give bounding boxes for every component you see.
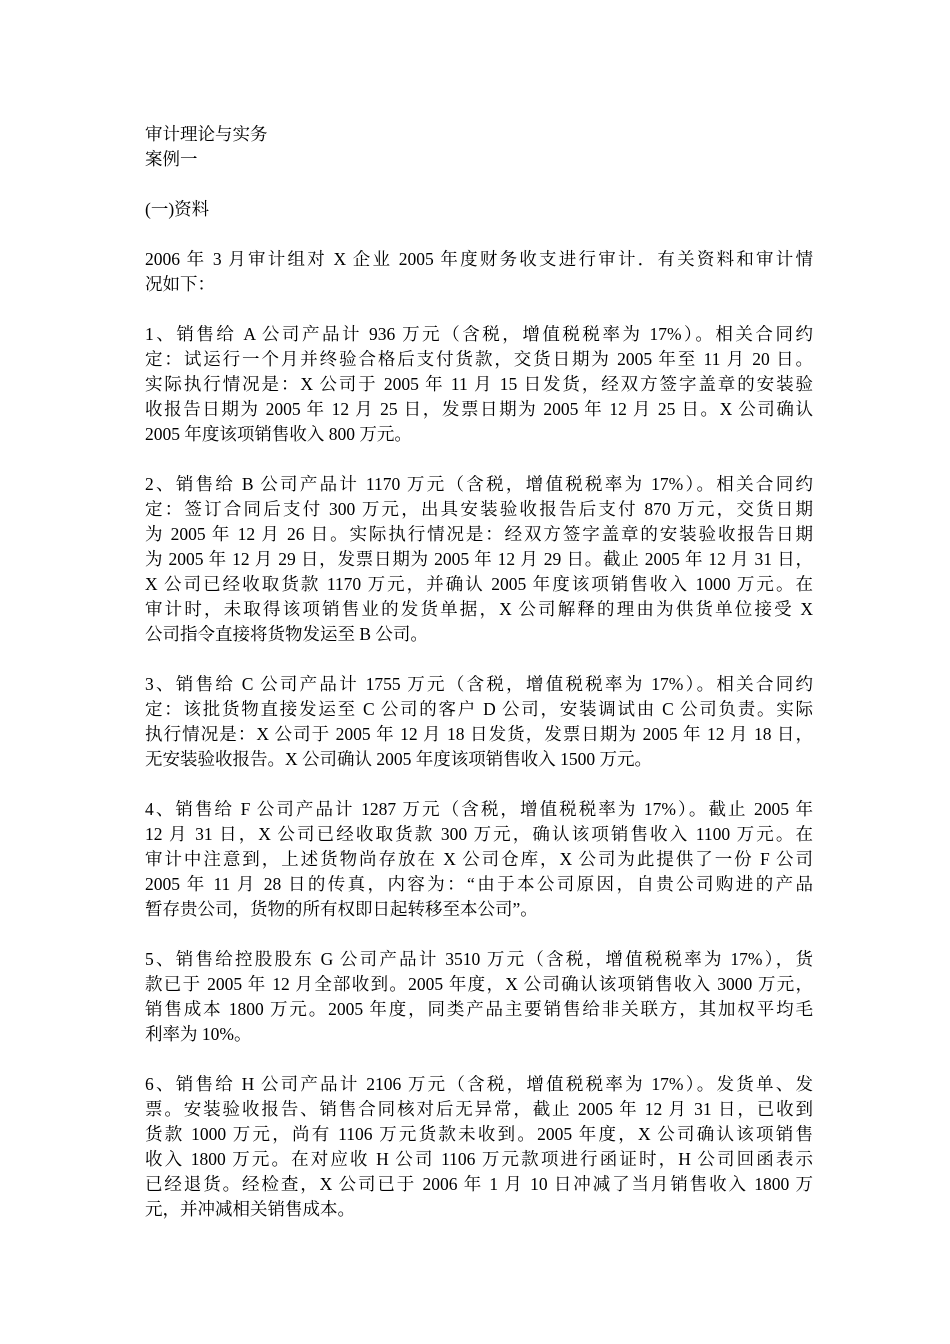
paragraph-line: 货款 1000 万元，尚有 1106 万元货款未收到。2005 年度，X 公司确认该项销售 [145, 1124, 813, 1144]
item-6-paragraph [145, 1072, 813, 1222]
paragraph-line: 4、销售给 F 公司产品计 1287 万元（含税，增值税税率为 17%）。截止 2005 年 [145, 799, 813, 819]
paragraph-line: 执行情况是：X 公司于 2005 年 12 月 18 日发货，发票日期为 2005 年 12 月 18 日， [145, 724, 813, 744]
paragraph-line: 定：试运行一个月并终验合格后支付货款，交货日期为 2005 年至 11 月 20 日。 [145, 349, 813, 369]
paragraph-line: 无安装验收报告。X 公司确认 2005 年度该项销售收入 1500 万元。 [145, 749, 653, 769]
paragraph-line: 销售成本 1800 万元。2005 年度，同类产品主要销售给非关联方，其加权平均毛 [145, 999, 813, 1019]
paragraph-line: 12 月 31 日，X 公司已经收取货款 300 万元，确认该项销售收入 1100 万元。在 [145, 824, 813, 844]
paragraph-line: X 公司已经收取货款 1170 万元，并确认 2005 年度该项销售收入 1000 万元。在 [145, 574, 813, 594]
paragraph-line: 利率为 10%。 [145, 1024, 252, 1044]
intro-paragraph [145, 247, 813, 297]
item-2-paragraph [145, 472, 813, 647]
spacer [145, 772, 813, 797]
paragraph-line: 定：该批货物直接发运至 C 公司的客户 D 公司，安装调试由 C 公司负责。实际 [145, 699, 813, 719]
paragraph-line: 况如下： [145, 274, 215, 294]
paragraph-line: 5、销售给控股股东 G 公司产品计 3510 万元（含税，增值税税率为 17%），货 [145, 949, 813, 969]
paragraph-line: 公司指令直接将货物发运至 B 公司。 [145, 624, 428, 644]
document-title: 审计理论与实务 [145, 124, 268, 144]
paragraph-line: 1、销售给 A 公司产品计 936 万元（含税，增值税税率为 17%）。相关合同约 [145, 324, 813, 344]
document-body [145, 122, 813, 1222]
paragraph-line: 款已于 2005 年 12 月全部收到。2005 年度，X 公司确认该项销售收入 3000 万元， [145, 974, 813, 994]
item-1-paragraph [145, 322, 813, 447]
spacer [145, 447, 813, 472]
paragraph-line: 为 2005 年 12 月 29 日，发票日期为 2005 年 12 月 29 日。截止 2005 年 12 月 31 日， [145, 549, 813, 569]
paragraph-line: 2、销售给 B 公司产品计 1170 万元（含税，增值税税率为 17%）。相关合同约 [145, 474, 813, 494]
paragraph-line: 3、销售给 C 公司产品计 1755 万元（含税，增值税税率为 17%）。相关合同约 [145, 674, 813, 694]
paragraph-line: 元，并冲减相关销售成本。 [145, 1199, 355, 1219]
spacer [145, 922, 813, 947]
paragraph-line: 收入 1800 万元。在对应收 H 公司 1106 万元款项进行函证时，H 公司回函表示 [145, 1149, 813, 1169]
paragraph-line: 票。安装验收报告、销售合同核对后无异常，截止 2005 年 12 月 31 日，已收到 [145, 1099, 813, 1119]
paragraph-line: 实际执行情况是：X 公司于 2005 年 11 月 15 日发货，经双方签字盖章的安装验 [145, 374, 813, 394]
item-4-paragraph [145, 797, 813, 922]
spacer [145, 172, 813, 197]
paragraph-line: 为 2005 年 12 月 26 日。实际执行情况是：经双方签字盖章的安装验收报告日期 [145, 524, 813, 544]
paragraph-line: 2005 年 11 月 28 日的传真，内容为：“由于本公司原因，自贵公司购进的产品 [145, 874, 813, 894]
paragraph-line: 暂存贵公司，货物的所有权即日起转移至本公司”。 [145, 899, 538, 919]
spacer [145, 297, 813, 322]
paragraph-line: 6、销售给 H 公司产品计 2106 万元（含税，增值税税率为 17%）。发货单、发 [145, 1074, 813, 1094]
item-5-paragraph [145, 947, 813, 1047]
section-heading: (一)资料 [145, 199, 210, 219]
case-heading: 案例一 [145, 149, 198, 169]
paragraph-line: 2005 年度该项销售收入 800 万元。 [145, 424, 412, 444]
paragraph-line: 审计中注意到，上述货物尚存放在 X 公司仓库，X 公司为此提供了一份 F 公司 [145, 849, 813, 869]
spacer [145, 647, 813, 672]
paragraph-line: 2006 年 3 月审计组对 X 企业 2005 年度财务收支进行审计．有关资料和审计情 [145, 249, 813, 269]
paragraph-line: 收报告日期为 2005 年 12 月 25 日，发票日期为 2005 年 12 月 25 日。X 公司确认 [145, 399, 813, 419]
paragraph-line: 定：签订合同后支付 300 万元，出具安装验收报告后支付 870 万元，交货日期 [145, 499, 813, 519]
spacer [145, 222, 813, 247]
paragraph-line: 已经退货。经检查，X 公司已于 2006 年 1 月 10 日冲减了当月销售收入 1800 万 [145, 1174, 813, 1194]
spacer [145, 1047, 813, 1072]
item-3-paragraph [145, 672, 813, 772]
paragraph-line: 审计时，未取得该项销售业的发货单据，X 公司解释的理由为供货单位接受 X [145, 599, 813, 619]
